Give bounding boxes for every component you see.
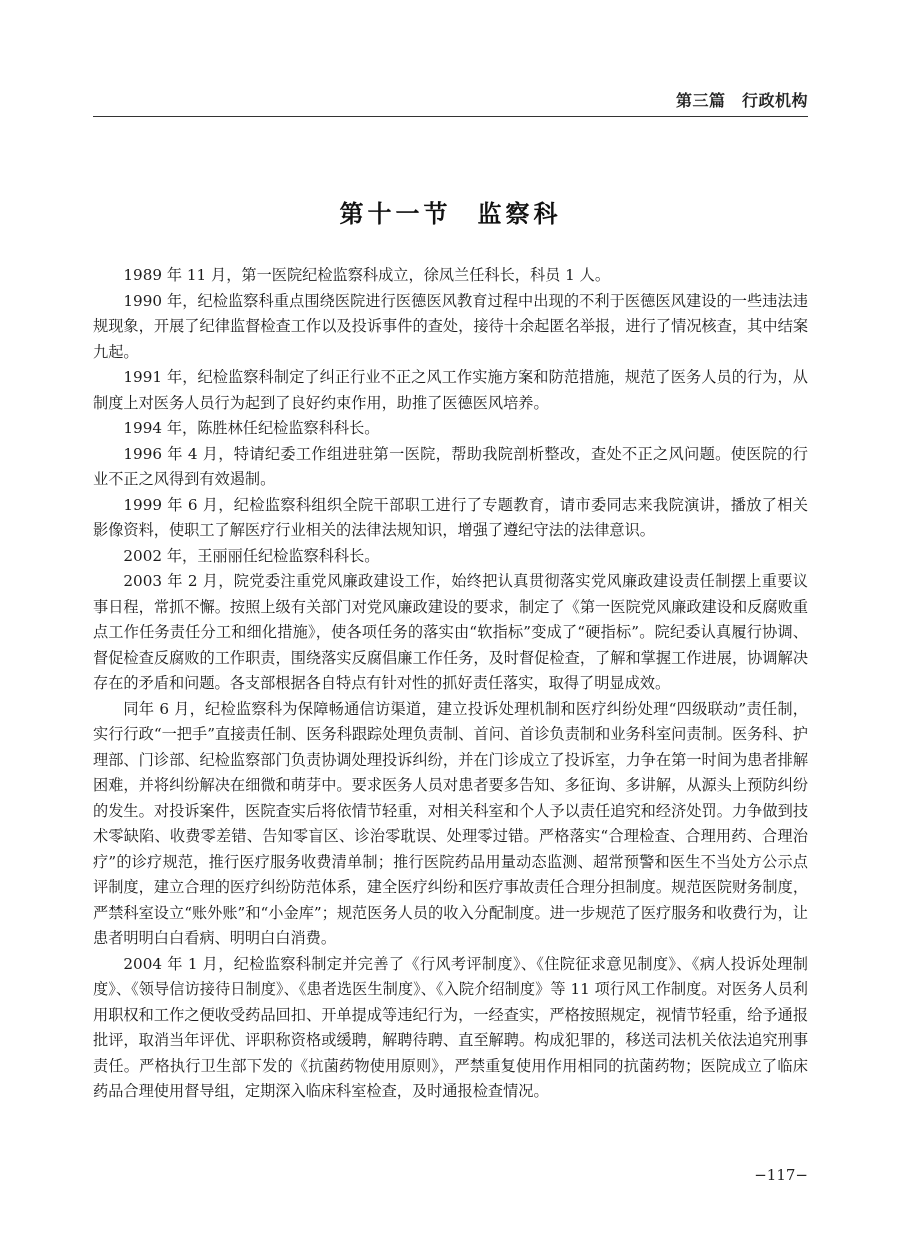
paragraph: 1999 年 6 月，纪检监察科组织全院干部职工进行了专题教育，请市委同志来我院演讲，播放了相关影像资料，使职工了解医疗行业相关的法律法规知识，增强了遵纪守法的法律意识。 (93, 495, 808, 539)
header-rule (93, 116, 808, 117)
paragraph: 2004 年 1 月，纪检监察科制定并完善了《行风考评制度》、《住院征求意见制度》、《病人投诉处理制度》、《领导信访接待日制度》、《患者选医生制度》、《入院介绍制度》等 11 项行风工作制度。对医务人员利用职权和工作之便收受药品回扣、开单提成等违纪行为，一经查实，严格按照规定，视情节轻重，给予通报批评，取消当年评优、评职称资格或缓聘，解聘待聘、直至解聘。构成犯罪的，移送司法机关依法追究刑事责任。严格执行卫生部下发的《抗菌药物使用原则》，严禁重复使用作用相同的抗菌药物；医院成立了临床药品合理使用督导组，定期深入临床科室检查，及时通报检查情况。 (93, 954, 808, 1100)
paragraph: 1996 年 4 月，特请纪委工作组进驻第一医院，帮助我院剖析整改，查处不正之风问题。使医院的行业不正之风得到有效遏制。 (93, 444, 808, 488)
running-head: 第三篇 行政机构 (675, 91, 808, 110)
paragraph: 2003 年 2 月，院党委注重党风廉政建设工作，始终把认真贯彻落实党风廉政建设责任制摆上重要议事日程，常抓不懈。按照上级有关部门对党风廉政建设的要求，制定了《第一医院党风廉政建设和反腐败重点工作任务责任分工和细化措施》，使各项任务的落实由“软指标”变成了“硬指标”。院纪委认真履行协调、督促检查反腐败的工作职责，围绕落实反腐倡廉工作任务，及时督促检查，了解和掌握工作进展，协调解决存在的矛盾和问题。各支部根据各自特点有针对性的抓好责任落实，取得了明显成效。 (93, 572, 808, 692)
page-number: −117− (754, 1166, 808, 1184)
body-text (93, 263, 808, 1105)
paragraph: 2002 年，王丽丽任纪检监察科科长。 (123, 546, 380, 565)
section-title (93, 194, 808, 229)
paragraph: 1989 年 11 月，第一医院纪检监察科成立，徐凤兰任科长，科员 1 人。 (123, 266, 611, 284)
section-number: 第十一节 (339, 199, 452, 228)
paragraph: 1990 年，纪检监察科重点围绕医院进行医德医风教育过程中出现的不利于医德医风建设的一些违法违规现象，开展了纪律监督检查工作以及投诉事件的查处，接待十余起匿名举报，进行了情况核查，其中结案九起。 (93, 291, 808, 361)
section-name: 监察科 (477, 199, 562, 228)
paragraph: 1991 年，纪检监察科制定了纠正行业不正之风工作实施方案和防范措施，规范了医务人员的行为，从制度上对医务人员行为起到了良好约束作用，助推了医德医风培养。 (93, 368, 808, 412)
paragraph: 同年 6 月，纪检监察科为保障畅通信访渠道，建立投诉处理机制和医疗纠纷处理“四级联动”责任制，实行行政“一把手”直接责任制、医务科跟踪处理负责制、首问、首诊负责制和业务科室问责制。医务科、护理部、门诊部、纪检监察部门负责协调处理投诉纠纷，并在门诊成立了投诉室，力争在第一时间为患者排解困难，并将纠纷解决在细微和萌芽中。要求医务人员对患者要多告知、多征询、多讲解，从源头上预防纠纷的发生。对投诉案件，医院查实后将依情节轻重，对相关科室和个人予以责任追究和经济处罚。力争做到技术零缺陷、收费零差错、告知零盲区、诊治零耽误、处理零过错。严格落实“合理检查、合理用药、合理治疗”的诊疗规范，推行医疗服务收费清单制；推行医院药品用量动态监测、超常预警和医生不当处方公示点评制度，建立合理的医疗纠纷防范体系，建全医疗纠纷和医疗事故责任合理分担制度。规范医院财务制度，严禁科室设立“账外账”和“小金库”；规范医务人员的收入分配制度。进一步规范了医疗服务和收费行为，让患者明明白白看病、明明白白消费。 (93, 699, 808, 947)
paragraph: 1994 年，陈胜林任纪检监察科科长。 (123, 419, 380, 437)
